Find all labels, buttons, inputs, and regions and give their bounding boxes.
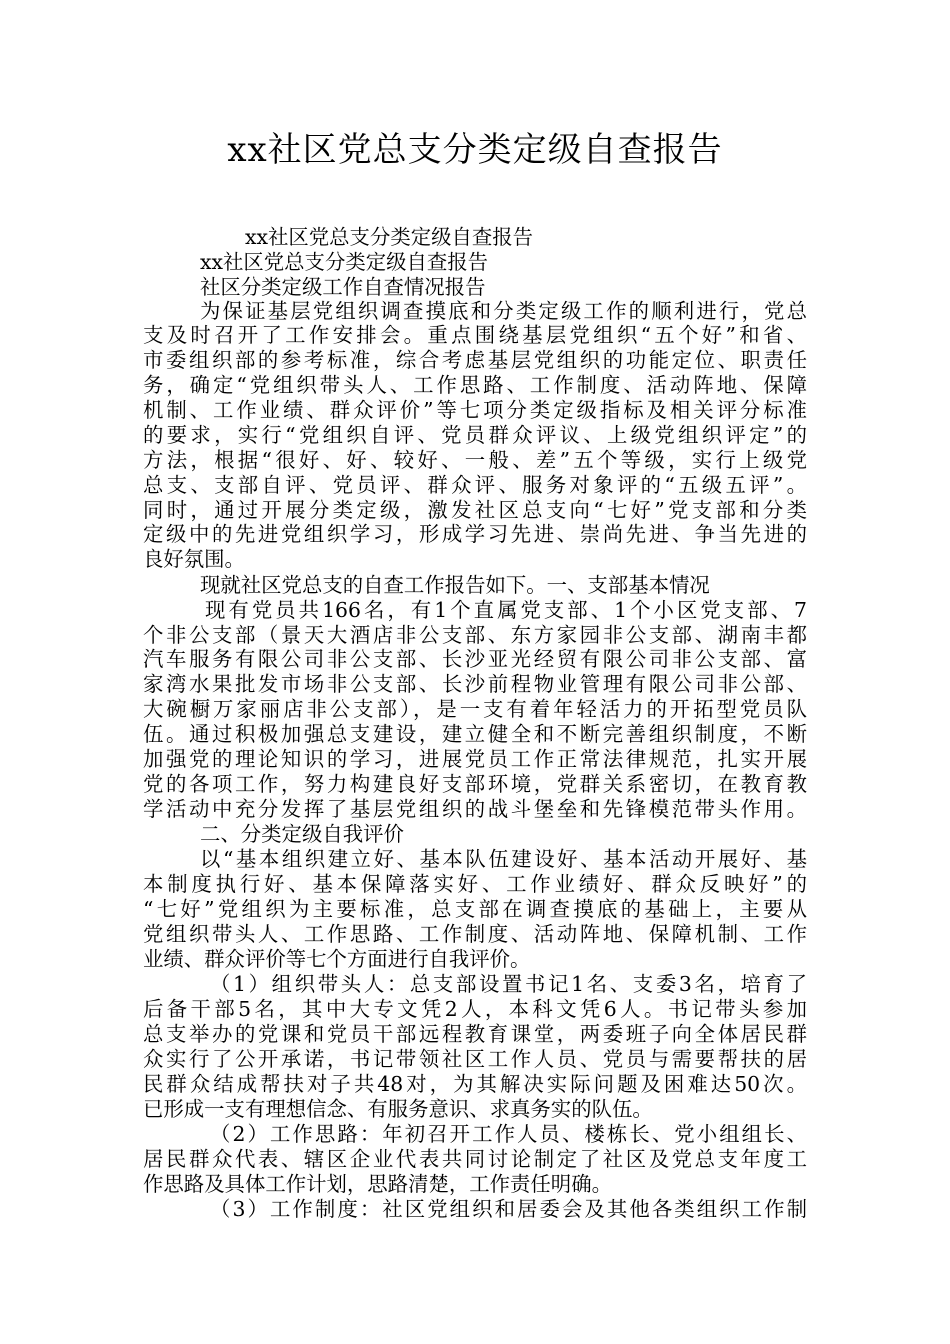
document-line: 社区分类定级工作自查情况报告 — [200, 275, 486, 299]
document-line: 居民群众代表、辖区企业代表共同讨论制定了社区及党总支年度工 — [143, 1147, 807, 1171]
document-line: 机制、工作业绩、群众评价”等七项分类定级指标及相关评分标准 — [143, 398, 807, 422]
document-line: 方法，根据“很好、好、较好、一般、差”五个等级，实行上级党 — [143, 448, 807, 472]
document-line: 以“基本组织建立好、基本队伍建设好、基本活动开展好、基 — [200, 847, 807, 871]
document-line: 大碗橱万家丽店非公支部），是一支有着年轻活力的开拓型党员队 — [143, 697, 807, 721]
document-line: 众实行了公开承诺，书记带领社区工作人员、党员与需要帮扶的居 — [143, 1047, 807, 1071]
document-line: （3）工作制度：社区党组织和居委会及其他各类组织工作制 — [210, 1197, 807, 1221]
document-line: 总支、支部自评、党员评、群众评、服务对象评的“五级五评”。 — [143, 473, 807, 497]
document-line: 党的各项工作，努力构建良好支部环境，党群关系密切，在教育教 — [143, 772, 807, 796]
document-line: 现有党员共166名，有1个直属党支部、1个小区党支部、7 — [205, 598, 807, 622]
document-line: xx社区党总支分类定级自查报告 — [245, 225, 534, 249]
document-line: 支及时召开了工作安排会。重点围绕基层党组织“五个好”和省、 — [143, 323, 807, 347]
document-line: （1）组织带头人：总支部设置书记1名、支委3名，培育了 — [210, 972, 807, 996]
document-line: 作思路及具体工作计划，思路清楚，工作责任明确。 — [143, 1172, 612, 1196]
document-line: 二、分类定级自我评价 — [200, 822, 404, 846]
document-line: 学活动中充分发挥了基层党组织的战斗堡垒和先锋模范带头作用。 — [143, 797, 807, 821]
document-line: 个非公支部（景天大酒店非公支部、东方家园非公支部、湖南丰都 — [143, 623, 807, 647]
document-line: 本制度执行好、基本保障落实好、工作业绩好、群众反映好”的 — [143, 872, 807, 896]
document-line: 后备干部5名，其中大专文凭2人，本科文凭6人。书记带头参加 — [143, 997, 807, 1021]
document-line: 总支举办的党课和党员干部远程教育课堂，两委班子向全体居民群 — [143, 1022, 807, 1046]
document-line: 现就社区党总支的自查工作报告如下。一、支部基本情况 — [200, 573, 710, 597]
document-line: 民群众结成帮扶对子共48对，为其解决实际问题及困难达50次。 — [143, 1072, 807, 1096]
document-line: 为保证基层党组织调查摸底和分类定级工作的顺利进行，党总 — [200, 299, 807, 323]
document-line: 定级中的先进党组织学习，形成学习先进、崇尚先进、争当先进的 — [143, 522, 807, 546]
document-line: （2）工作思路：年初召开工作人员、楼栋长、党小组组长、 — [210, 1122, 807, 1146]
document-line: “七好”党组织为主要标准，总支部在调查摸底的基础上，主要从 — [143, 897, 807, 921]
document-line: 伍。通过积极加强总支建设，建立健全和不断完善组织制度，不断 — [143, 722, 807, 746]
document-line: 良好氛围。 — [143, 547, 245, 571]
document-line: 的要求，实行“党组织自评、党员群众评议、上级党组织评定”的 — [143, 423, 807, 447]
document-line: 务，确定“党组织带头人、工作思路、工作制度、活动阵地、保障 — [143, 373, 807, 397]
document-line: 汽车服务有限公司非公支部、长沙亚光经贸有限公司非公支部、富 — [143, 647, 807, 671]
document-line: 已形成一支有理想信念、有服务意识、求真务实的队伍。 — [143, 1097, 653, 1121]
document-line: 市委组织部的参考标准，综合考虑基层党组织的功能定位、职责任 — [143, 348, 807, 372]
document-line: 同时，通过开展分类定级，激发社区总支向“七好”党支部和分类 — [143, 498, 807, 522]
document-line: 党组织带头人、工作思路、工作制度、活动阵地、保障机制、工作 — [143, 922, 807, 946]
document-title: xx社区党总支分类定级自查报告 — [227, 130, 723, 170]
document-line: 加强党的理论知识的学习，进展党员工作正常法律规范，扎实开展 — [143, 747, 807, 771]
document-line: xx社区党总支分类定级自查报告 — [200, 250, 489, 274]
document-line: 家湾水果批发市场非公支部、长沙前程物业管理有限公司非公部、 — [143, 672, 807, 696]
document-line: 业绩、群众评价等七个方面进行自我评价。 — [143, 947, 531, 971]
